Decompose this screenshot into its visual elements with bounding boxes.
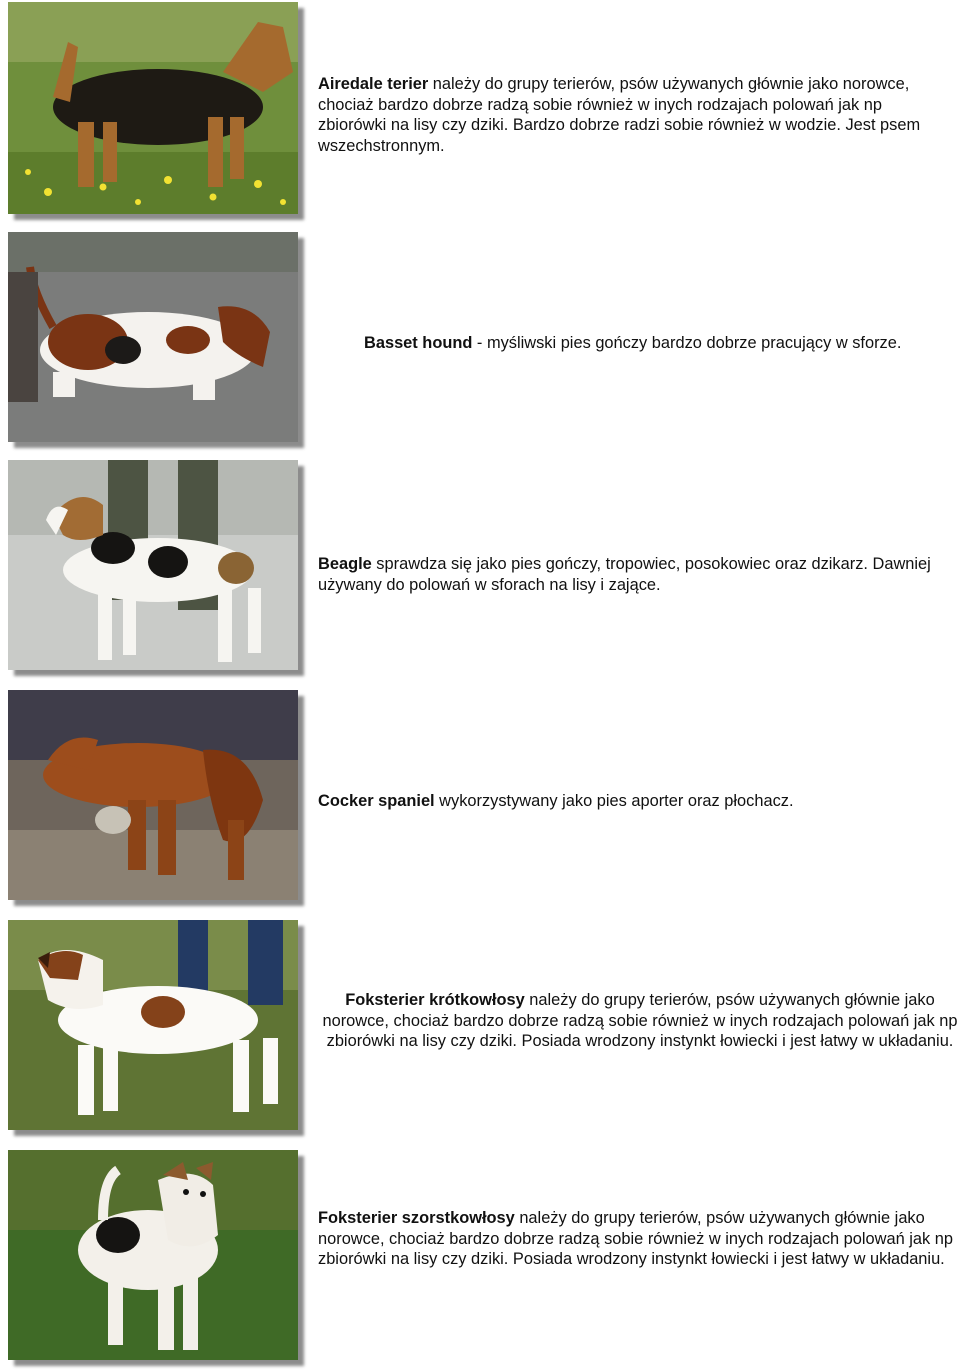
airedale-terrier-photo: [8, 2, 298, 214]
airedale-terrier-name: Airedale terier: [318, 75, 429, 93]
basset-hound-photo: [8, 232, 298, 442]
smooth-fox-terrier-description: należy do grupy terierów, psów używanych głównie jako norowce, chociaż bardzo dobrze radzą sobie również w inych rodzajach polowań jak np zbiorówki na lisy czy dziki. Posiada wrodzony instynkt łowiecki i jest łatwy w układaniu.: [322, 991, 958, 1050]
wire-fox-terrier-description: należy do grupy terierów, psów używanych głównie jako norowce, chociaż bardzo dobrze radzą sobie również w inych rodzajach polowań jak np zbiorówki na lisy czy dziki. Posiada wrodzony instynkt łowiecki i jest łatwy w układaniu.: [318, 1209, 954, 1268]
beagle-caption: [318, 554, 948, 595]
basset-hound-caption: [364, 333, 944, 354]
cocker-spaniel-photo: [8, 690, 298, 900]
smooth-fox-terrier-name: Foksterier krótkowłosy: [345, 991, 525, 1009]
airedale-terrier-description: należy do grupy terierów, psów używanych głównie jako norowce, chociaż bardzo dobrze radzą sobie również w inych rodzajach polowań jak np zbiorówki na lisy czy dziki. Bardzo dobrze radzi sobie również w wodzie. Jest psem wszechstronnym.: [318, 75, 921, 155]
basset-hound-description: - myśliwski pies gończy bardzo dobrze pracujący w sforze.: [472, 334, 902, 352]
airedale-terrier-caption: [318, 74, 946, 156]
wire-fox-terrier-caption: [318, 1208, 954, 1270]
basset-hound-name: Basset hound: [364, 334, 473, 352]
cocker-spaniel-caption: [318, 791, 948, 812]
cocker-spaniel-description: wykorzystywany jako pies aporter oraz płochacz.: [434, 792, 794, 810]
wire-fox-terrier-photo: [8, 1150, 298, 1360]
wire-fox-terrier-name: Foksterier szorstkowłosy: [318, 1209, 515, 1227]
beagle-photo: [8, 460, 298, 670]
smooth-fox-terrier-caption: [320, 990, 960, 1052]
smooth-fox-terrier-photo: [8, 920, 298, 1130]
cocker-spaniel-name: Cocker spaniel: [318, 792, 435, 810]
beagle-name: Beagle: [318, 555, 372, 573]
beagle-description: sprawdza się jako pies gończy, tropowiec, posokowiec oraz dzikarz. Dawniej używany do polowań w sforach na lisy i zające.: [318, 555, 931, 594]
